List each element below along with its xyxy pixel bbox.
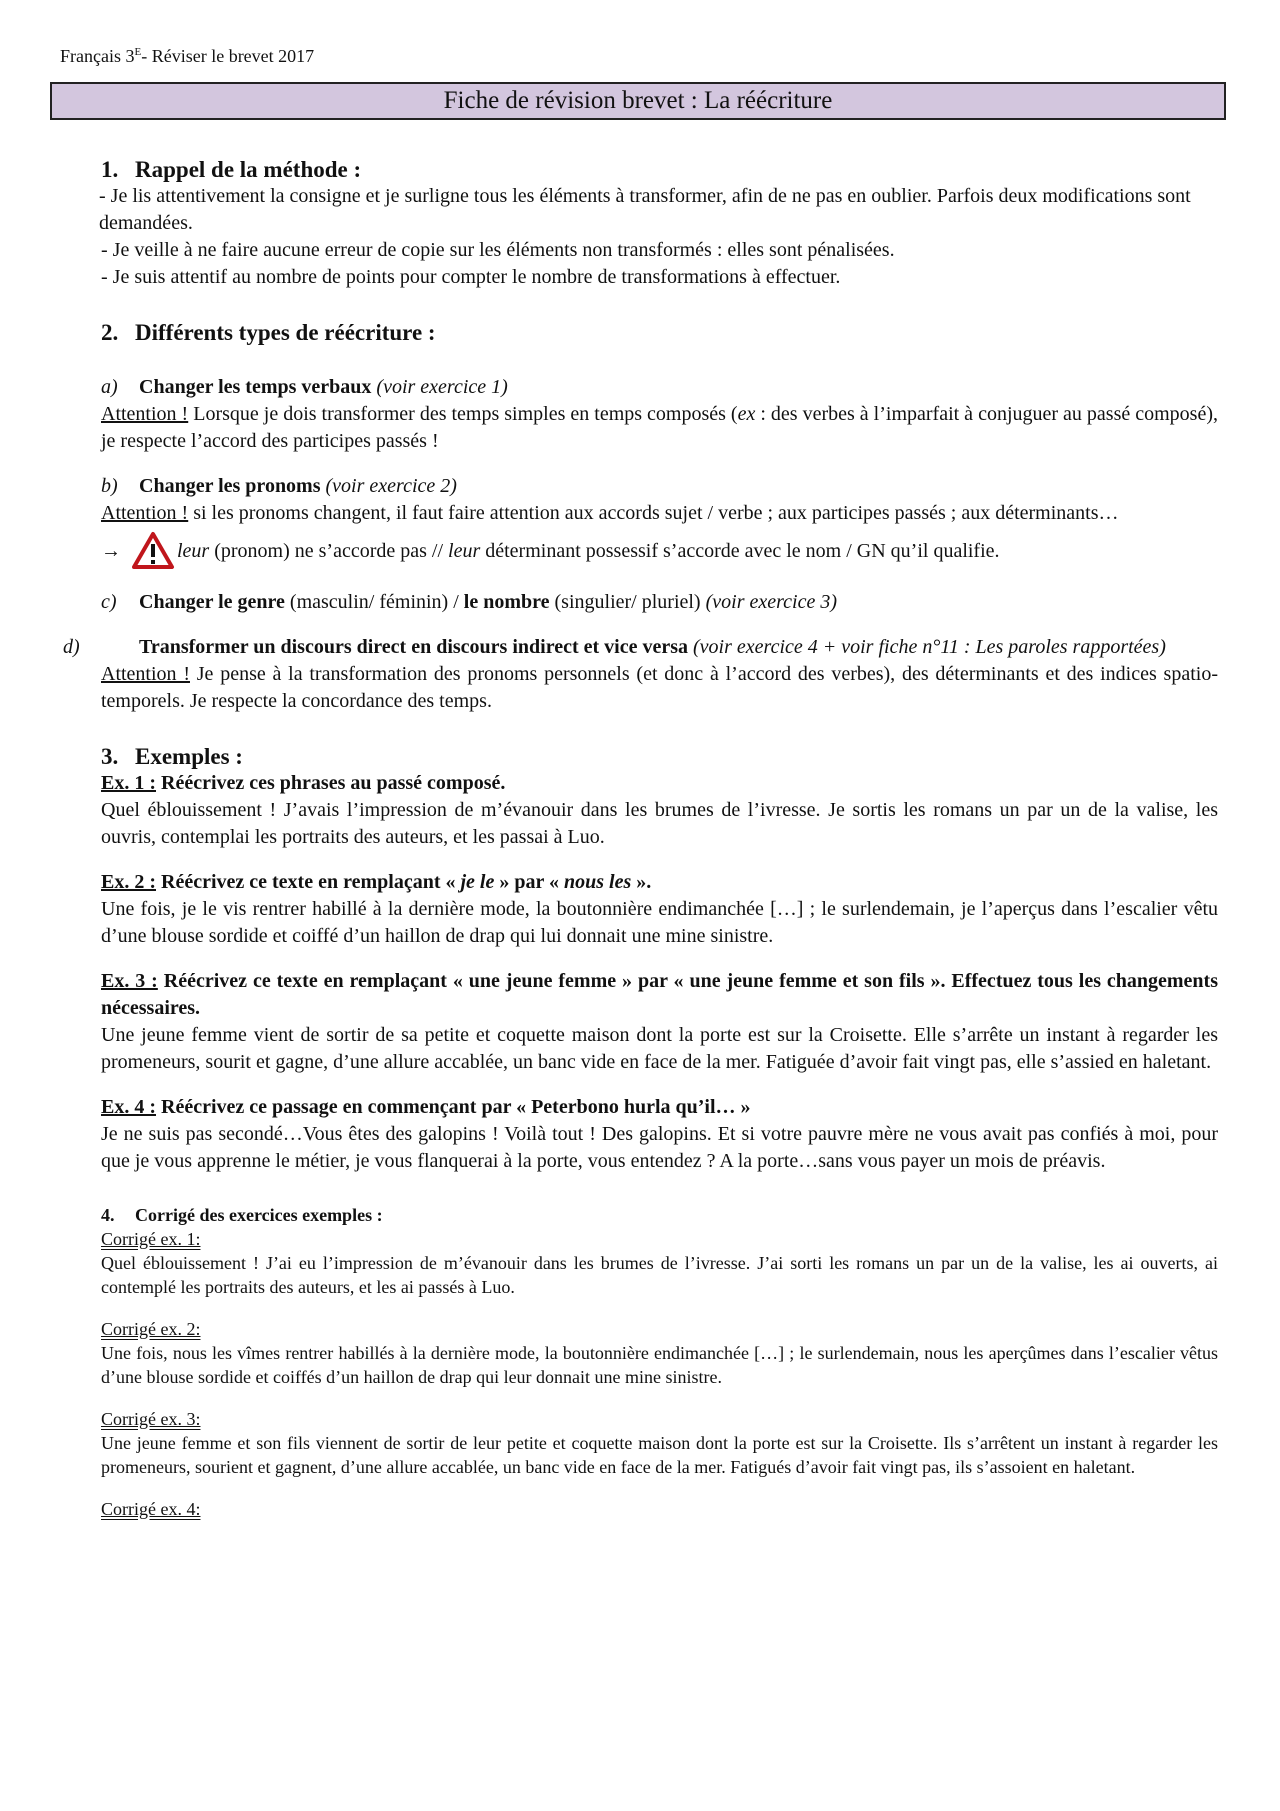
correction-3-text: Une jeune femme et son fils viennent de sortir de leur petite et coquette maison dont la porte est sur la Croisette. Ils s’arrêtent un instant à regarder les promeneurs, sourient et gagnent, d’une allure accablée, un banc vide en face de la mer. Fatigués d’avoir fait vingt pas, ils s’assoient en haletant. xyxy=(101,1433,1218,1477)
subsection-d-ref: (voir exercice 4 + voir fiche n°11 : Les paroles rapportées) xyxy=(693,636,1166,658)
subsection-d-note xyxy=(101,661,1218,715)
note-d-text: Je pense à la transformation des pronoms personnels (et donc à l’accord des verbes), des déterminants et des indices spatio-temporels. Je respecte la concordance des temps. xyxy=(101,663,1218,712)
note-a-text-2: : des verbes à l’imparfait à conjuguer au passé composé), je respecte l’accord des participes passés ! xyxy=(101,403,1218,452)
warning-triangle-icon xyxy=(131,531,175,571)
ex1-text: Quel éblouissement ! J’avais l’impression de m’évanouir dans les brumes de l’ivresse. Je sortis les romans un par un de la valise, les ouvris, contemplai les portraits des auteurs, et les passai à Luo. xyxy=(101,799,1218,848)
ex2-text: Une fois, je le vis rentrer habillé à la dernière mode, la boutonnière endimanchée […] ; le surlendemain, je l’aperçus dans l’escalier vêtu d’une blouse sordide et coiffé d’un haillon de drap qui lui donnait une mine sinistre. xyxy=(101,898,1218,947)
subsection-b-ref: (voir exercice 2) xyxy=(325,475,457,497)
course-name: Français 3 xyxy=(60,46,135,66)
ex4-instruction: Réécrivez ce passage en commençant par « Peterbono hurla qu’il… » xyxy=(156,1096,751,1118)
subsection-d-heading xyxy=(63,634,1218,661)
section-4-heading xyxy=(101,1203,1218,1227)
course-grade-sup: E xyxy=(134,46,142,58)
ex2-instruction-3: ». xyxy=(631,871,652,893)
subsection-c-ref: (voir exercice 3) xyxy=(705,591,837,613)
course-header xyxy=(60,46,314,67)
ex1-instruction: Réécrivez ces phrases au passé composé. xyxy=(156,772,506,794)
arrow-icon: → xyxy=(101,539,121,562)
section-2-number: 2. xyxy=(101,320,119,345)
ex2-quote-2: nous les xyxy=(564,871,632,893)
subsection-b-heading xyxy=(101,473,1218,500)
ex1-label: Ex. 1 : xyxy=(101,772,156,794)
subsection-a-letter: a) xyxy=(101,376,118,398)
leur-determinant: leur xyxy=(448,539,481,562)
correction-2-text: Une fois, nous les vîmes rentrer habillés à la dernière mode, la boutonnière endimanchée […] ; le surlendemain, nous les aperçûmes dans l’escalier vêtus d’une blouse sordide et coiffés d’un haillon de drap qui leur donnait une mine sinistre. xyxy=(101,1343,1218,1387)
section-2-heading xyxy=(101,319,1218,346)
ex3-label: Ex. 3 : xyxy=(101,970,158,992)
main-content xyxy=(63,156,1218,1521)
page-title-text: Fiche de révision brevet : La réécriture xyxy=(443,87,833,114)
ex4-label: Ex. 4 : xyxy=(101,1096,156,1118)
note-a-text-1: Lorsque je dois transformer des temps simples en temps composés ( xyxy=(188,403,738,425)
subsection-b-title: Changer les pronoms xyxy=(139,475,321,497)
leur-rule-mid-2: déterminant possessif s’accorde avec le nom / GN qu’il qualifie. xyxy=(480,539,1000,562)
ex4-heading xyxy=(101,1094,1218,1121)
note-a-ex: ex xyxy=(737,403,756,425)
ex3-instruction: Réécrivez ce texte en remplaçant « une jeune femme » par « une jeune femme et son fils ». Effectuez tous les changements nécessaires. xyxy=(101,970,1218,1019)
subsection-c-paren-2: (singulier/ pluriel) xyxy=(549,591,706,613)
subsection-b-note xyxy=(101,500,1218,527)
correction-3-label: Corrigé ex. 3: xyxy=(101,1409,201,1429)
ex3-text: Une jeune femme vient de sortir de sa petite et coquette maison dont la porte est sur la Croisette. Elle s’arrête un instant à regarder les promeneurs, sourit et gagne, d’une allure accablée, un banc vide en face de la mer. Fatiguée d’avoir fait vingt pas, elle s’assied en haletant. xyxy=(101,1024,1218,1073)
method-line-2: - Je veille à ne faire aucune erreur de copie sur les éléments non transformés : elles sont pénalisées. xyxy=(101,239,895,261)
subsection-c-title-1: Changer le genre xyxy=(139,591,285,613)
ex2-instruction-2: » par « xyxy=(494,871,564,893)
leur-pronoun: leur xyxy=(177,539,210,562)
section-2-title: Différents types de réécriture : xyxy=(135,320,436,345)
section-1-number: 1. xyxy=(101,157,119,182)
attention-label: Attention ! xyxy=(101,663,190,685)
subsection-a-heading xyxy=(101,374,1218,401)
attention-label: Attention ! xyxy=(101,502,189,524)
subsection-c-title-2: le nombre xyxy=(463,591,550,613)
section-3-title: Exemples : xyxy=(135,744,243,769)
section-4-number: 4. xyxy=(101,1205,115,1225)
course-subtitle: - Réviser le brevet 2017 xyxy=(141,46,315,66)
leur-rule-text xyxy=(177,538,1000,565)
ex1-heading xyxy=(101,770,1218,797)
correction-2-label: Corrigé ex. 2: xyxy=(101,1319,201,1339)
corrections-section xyxy=(101,1203,1218,1521)
section-1-title: Rappel de la méthode : xyxy=(135,157,362,182)
correction-1-text: Quel éblouissement ! J’ai eu l’impression de m’évanouir dans les brumes de l’ivresse. J’ai sorti les romans un par un de la valise, les ai ouverts, ai contemplé les portraits des auteurs, et les ai passés à Luo. xyxy=(101,1253,1218,1297)
ex2-heading xyxy=(101,869,1218,896)
method-line-3: - Je suis attentif au nombre de points pour compter le nombre de transformations à effectuer. xyxy=(101,266,841,288)
ex2-label: Ex. 2 : xyxy=(101,871,156,893)
subsection-c-paren-1: (masculin/ féminin) / xyxy=(284,591,464,613)
attention-label: Attention ! xyxy=(101,403,189,425)
subsection-a-ref: (voir exercice 1) xyxy=(376,376,508,398)
subsection-c-heading xyxy=(101,589,1218,616)
subsection-c-letter: c) xyxy=(101,591,117,613)
correction-1-label: Corrigé ex. 1: xyxy=(101,1229,201,1249)
ex4-text: Je ne suis pas secondé…Vous êtes des galopins ! Voilà tout ! Des galopins. Et si votre pauvre mère ne vous avait pas confiés à moi, pour que je vous apprenne le métier, je vous flanquerai à la porte, vous entendez ? A la porte…sans vous payer un mois de préavis. xyxy=(101,1123,1218,1172)
ex2-quote-1: je le xyxy=(460,871,495,893)
correction-4-label: Corrigé ex. 4: xyxy=(101,1499,201,1519)
leur-rule xyxy=(101,531,1218,571)
note-b-text: si les pronoms changent, il faut faire attention aux accords sujet / verbe ; aux participes passés ; aux déterminants… xyxy=(188,502,1119,524)
subsection-a-title: Changer les temps verbaux xyxy=(139,376,372,398)
subsection-b-letter: b) xyxy=(101,475,118,497)
subsection-d-letter: d) xyxy=(63,636,80,658)
ex2-instruction-1: Réécrivez ce texte en remplaçant « xyxy=(156,871,461,893)
page-title xyxy=(50,82,1226,120)
section-3-heading xyxy=(101,743,1218,770)
section-1-heading xyxy=(101,156,1218,183)
section-3-number: 3. xyxy=(101,744,119,769)
ex3-heading xyxy=(101,968,1218,1022)
subsection-a-note xyxy=(101,401,1218,455)
section-4-title: Corrigé des exercices exemples : xyxy=(135,1205,383,1225)
subsection-d-title: Transformer un discours direct en discours indirect et vice versa xyxy=(139,636,689,658)
leur-rule-mid-1: (pronom) ne s’accorde pas // xyxy=(209,539,449,562)
method-line-1: - Je lis attentivement la consigne et je surligne tous les éléments à transformer, afin de ne pas en oublier. Parfois deux modifications sont demandées. xyxy=(99,185,1191,234)
